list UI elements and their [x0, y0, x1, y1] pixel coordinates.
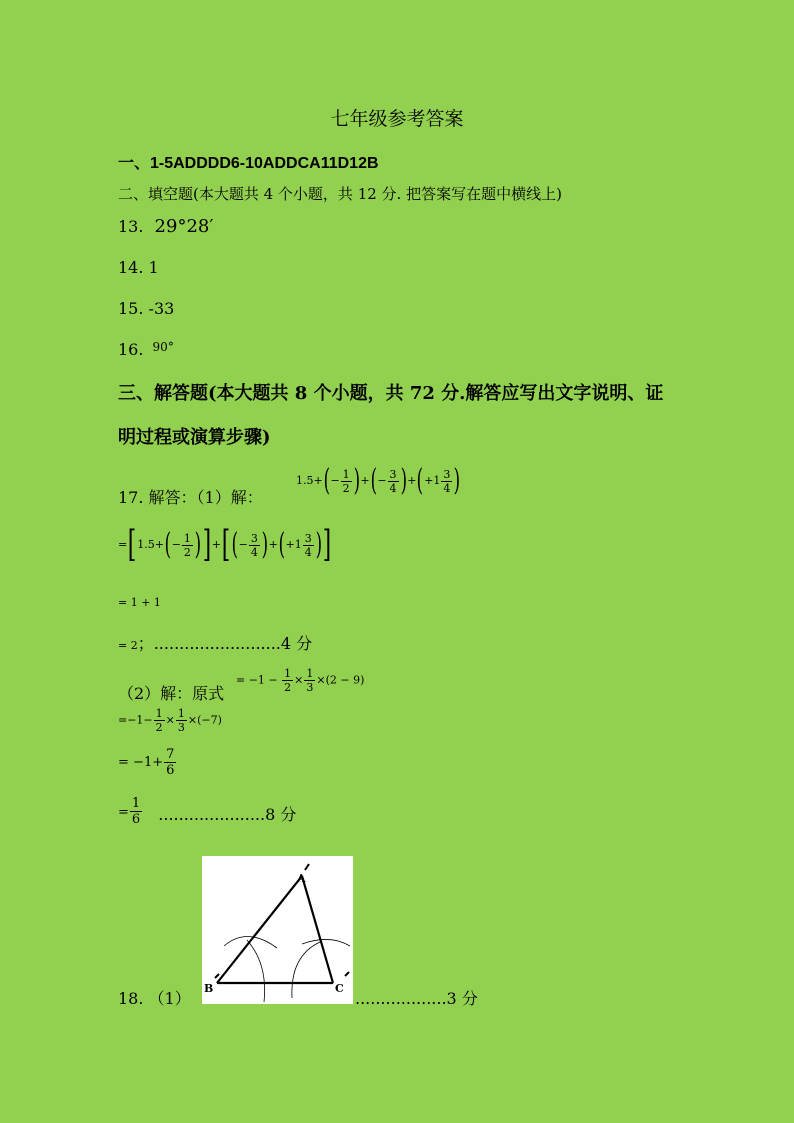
- q18-score: ..................3 分: [355, 989, 478, 1008]
- q17-step-3: = 1 + 1: [118, 596, 161, 609]
- label-b: B: [204, 982, 214, 995]
- page-title: 七年级参考答案: [330, 108, 464, 130]
- construction-arc-3: [292, 942, 320, 998]
- label-c: C: [335, 982, 344, 995]
- q13: [118, 216, 213, 237]
- tick-a: [305, 864, 309, 870]
- section2-heading: 二、填空题(本大题共 4 个小题，共 12 分. 把答案写在题中横线上): [118, 185, 562, 203]
- q17-step-4: = 2；.........................4 分: [118, 634, 313, 653]
- q17-step-2: =[1.5+(− $\frac{1}{2}$ )]+[(− $\frac{3}{4}$ )+(+1 $\frac{3}{4}$ )]: [118, 524, 332, 565]
- triangle-svg: [202, 856, 353, 1004]
- q15: 15. -33: [118, 299, 175, 318]
- q17-part2-step-4: = $\frac{1}{6}$ .....................8 分: [118, 796, 297, 827]
- side-ac: [302, 876, 333, 983]
- q16-number: 16.: [118, 340, 144, 359]
- q17-part2-step-2: =−1− $\frac{1}{2}$ × $\frac{1}{3}$ ×(−7): [118, 707, 222, 734]
- triangle-construction-figure: [202, 856, 353, 1004]
- q17-part2-step-3: = −1+ $\frac{7}{6}$: [118, 747, 175, 778]
- section3-heading-line1: 三、解答题(本大题共 8 个小题，共 72 分.解答应写出文字说明、证: [118, 383, 664, 404]
- side-ab: [217, 876, 302, 983]
- q14: 14. 1: [118, 258, 159, 277]
- q17-expression-1: 1.5+(− $\frac{1}{2}$ )+(− $\frac{3}{4}$ )+(+1 $\frac{3}{4}$ ): [296, 463, 461, 498]
- q17-label: 17. 解答：（1）解：: [118, 488, 263, 507]
- tick-b: [215, 974, 219, 978]
- q17-part2-expression: = −1 − $\frac{1}{2}$ × $\frac{1}{3}$ ×(2 − 9): [236, 667, 365, 694]
- q13-number: 13.: [118, 217, 144, 236]
- q17-part2-label: （2）解：原式: [118, 684, 225, 703]
- label-a: A: [297, 872, 306, 885]
- section3-heading-line2: 明过程或演算步骤): [118, 427, 271, 448]
- q16-answer: 90°: [152, 340, 174, 354]
- construction-arc-2: [247, 940, 265, 1002]
- tick-c: [345, 972, 349, 976]
- q16: [118, 340, 174, 359]
- construction-arc-4: [302, 939, 350, 946]
- q18-label: 18. （1）: [118, 989, 191, 1008]
- section1-answers: 一、1-5ADDDD6-10ADDCA11D12B: [118, 155, 379, 172]
- q13-answer: 29°28′: [154, 216, 214, 237]
